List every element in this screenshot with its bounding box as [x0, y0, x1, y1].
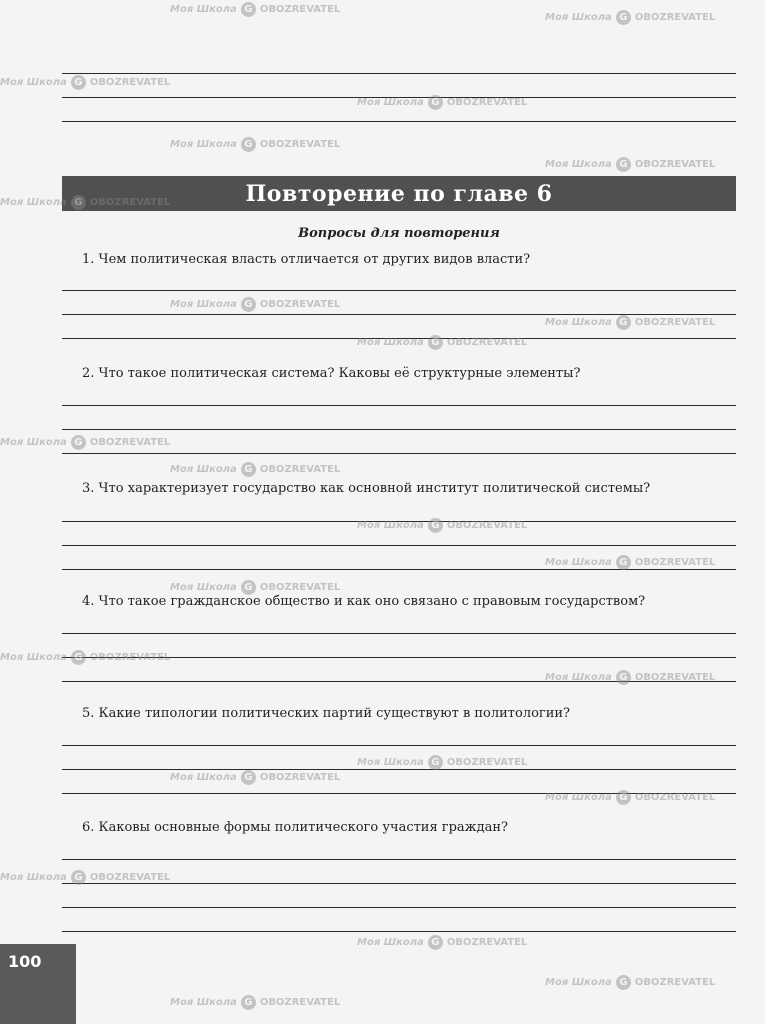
watermark: Моя Школа G OBOZREVATEL — [357, 937, 528, 948]
watermark-left-text: Моя Школа — [170, 4, 237, 15]
answer-line — [62, 121, 736, 122]
obozrevatel-logo-icon: G — [241, 995, 256, 1010]
watermark: Моя Школа G OBOZREVATEL — [545, 672, 716, 683]
obozrevatel-logo-icon: G — [428, 335, 443, 350]
heading-text: Повторение по главе 6 — [245, 180, 553, 207]
question-2: 2. Что такое политическая система? Каковы её структурные элементы? — [82, 366, 581, 381]
watermark-right-text: OBOZREVATEL — [259, 4, 341, 15]
watermark: Моя Школа G OBOZREVATEL — [170, 139, 341, 150]
obozrevatel-logo-icon: G — [428, 518, 443, 533]
watermark: Моя Школа G OBOZREVATEL — [0, 77, 171, 88]
obozrevatel-logo-icon: G — [241, 770, 256, 785]
obozrevatel-logo-icon: G — [241, 462, 256, 477]
answer-line — [62, 429, 736, 430]
watermark: Моя Школа G OBOZREVATEL — [170, 772, 341, 783]
watermark: Моя Школа G OBOZREVATEL — [170, 464, 341, 475]
obozrevatel-logo-icon: G — [71, 650, 86, 665]
watermark: Моя Школа G OBOZREVATEL — [170, 299, 341, 310]
question-3: 3. Что характеризует государство как основной институт политической системы? — [82, 481, 651, 496]
obozrevatel-logo-icon: G — [241, 2, 256, 17]
obozrevatel-logo-icon: G — [616, 157, 631, 172]
watermark: Моя Школа G OBOZREVATEL — [170, 582, 341, 593]
question-5: 5. Какие типологии политических партий существуют в политологии? — [82, 706, 571, 721]
obozrevatel-logo-icon: G — [428, 755, 443, 770]
watermark: Моя Школа G OBOZREVATEL — [357, 97, 528, 108]
answer-line — [62, 73, 736, 74]
answer-line — [62, 405, 736, 406]
obozrevatel-logo-icon: G — [71, 435, 86, 450]
watermark: Моя Школа G OBOZREVATEL — [545, 159, 716, 170]
answer-line — [62, 859, 736, 860]
page-number: 100 — [8, 952, 42, 971]
question-4: 4. Что такое гражданское общество и как оно связано с правовым государством? — [82, 594, 646, 609]
answer-line — [62, 453, 736, 454]
obozrevatel-logo-icon: G — [71, 195, 86, 210]
obozrevatel-logo-icon: G — [616, 315, 631, 330]
obozrevatel-logo-icon: G — [71, 870, 86, 885]
obozrevatel-logo-icon: G — [71, 75, 86, 90]
watermark: Моя Школа G OBOZREVATEL — [545, 792, 716, 803]
review-questions-subheading: Вопросы для повторения — [298, 226, 500, 241]
page-number-tab — [0, 944, 76, 1024]
question-1: 1. Чем политическая власть отличается от других видов власти? — [82, 252, 531, 267]
watermark: Моя Школа G OBOZREVATEL — [357, 520, 528, 531]
watermark: Моя Школа G OBOZREVATEL — [0, 652, 171, 663]
watermark: Моя Школа G OBOZREVATEL — [545, 317, 716, 328]
answer-line — [62, 633, 736, 634]
answer-line — [62, 745, 736, 746]
watermark: Моя Школа G OBOZREVATEL — [357, 337, 528, 348]
obozrevatel-logo-icon: G — [616, 790, 631, 805]
watermark: Моя Школа G OBOZREVATEL — [545, 977, 716, 988]
obozrevatel-logo-icon: G — [616, 555, 631, 570]
obozrevatel-logo-icon: G — [241, 137, 256, 152]
obozrevatel-logo-icon: G — [241, 297, 256, 312]
watermark: Моя Школа G OBOZREVATEL — [170, 997, 341, 1008]
obozrevatel-logo-icon: G — [616, 670, 631, 685]
obozrevatel-logo-icon: G — [428, 95, 443, 110]
obozrevatel-logo-icon: G — [428, 935, 443, 950]
obozrevatel-logo-icon: G — [616, 10, 631, 25]
watermark: Моя Школа G OBOZREVATEL — [0, 437, 171, 448]
watermark: Моя Школа G OBOZREVATEL — [0, 197, 171, 208]
watermark: Моя Школа G OBOZREVATEL — [545, 12, 716, 23]
watermark: Моя Школа G OBOZREVATEL — [545, 557, 716, 568]
answer-line — [62, 545, 736, 546]
obozrevatel-logo-icon: G — [616, 975, 631, 990]
answer-line — [62, 931, 736, 932]
watermark — [170, 2, 340, 17]
question-6: 6. Каковы основные формы политического участия граждан? — [82, 820, 509, 835]
obozrevatel-logo-icon: G — [241, 580, 256, 595]
answer-line — [62, 290, 736, 291]
watermark: Моя Школа G OBOZREVATEL — [0, 872, 171, 883]
answer-line — [62, 907, 736, 908]
watermark: Моя Школа G OBOZREVATEL — [357, 757, 528, 768]
